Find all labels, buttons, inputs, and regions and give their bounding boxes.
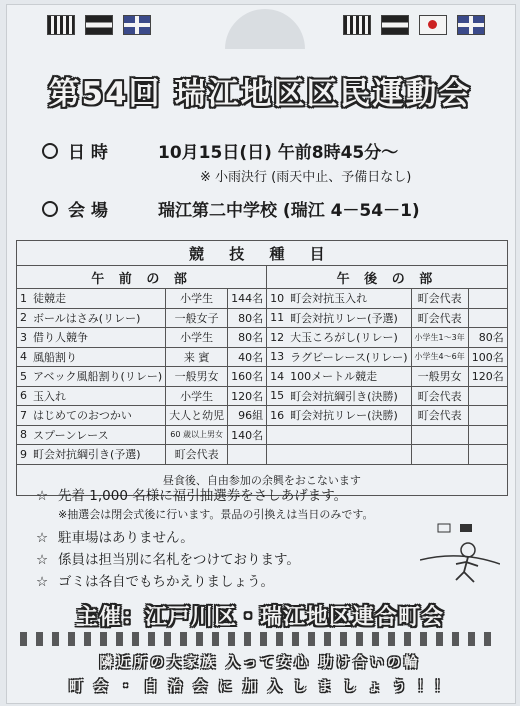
event-count: 120名 (228, 386, 267, 406)
event-count: 80名 (228, 328, 267, 348)
venue-value: 瑞江第二中学校 (瑞江 4－54－1) (158, 201, 420, 221)
event-count (468, 289, 507, 309)
event-name: 町会対抗リレー(決勝) (287, 406, 411, 426)
event-name: ボールはさみ(リレー) (30, 308, 166, 328)
event-number: 16 (267, 406, 288, 426)
event-name: 町会対抗綱引き(決勝) (287, 386, 411, 406)
event-count (228, 445, 267, 465)
date-line (42, 138, 398, 163)
event-category: 一般女子 (166, 308, 228, 328)
event-number: 12 (267, 328, 288, 348)
venue-line (42, 196, 420, 221)
event-count (468, 308, 507, 328)
event-name: ラグビーレース(リレー) (287, 347, 411, 367)
event-category: 町会代表 (411, 386, 468, 406)
event-count (468, 386, 507, 406)
event-category: 来 賓 (166, 347, 228, 367)
event-category: 町会代表 (166, 445, 228, 465)
table-row (17, 425, 508, 445)
sun-illustration (225, 9, 305, 49)
table-row (17, 386, 508, 406)
table-row (17, 289, 508, 309)
event-name: はじめてのおつかい (30, 406, 166, 426)
pm-header: 午 後 の 部 (267, 266, 508, 289)
circle-bullet-icon (42, 143, 58, 159)
event-category (411, 445, 468, 465)
slogan-line-1: 隣近所の大家族 入って安心 助け合いの輪 (99, 655, 421, 671)
event-number: 2 (17, 308, 31, 328)
table-row (17, 406, 508, 426)
event-category (411, 425, 468, 445)
event-title: 第54回 瑞江地区区民運動会 (48, 76, 472, 112)
table-row (17, 367, 508, 387)
notice-item (36, 570, 373, 592)
union-flag-icon (123, 15, 151, 35)
notice-text: 先着 1,000 名様に福引抽選券をさしあげます。 (58, 488, 348, 504)
organizer: 主催：江戸川区・瑞江地区連合町会 (75, 605, 444, 630)
notice-item (36, 526, 373, 548)
japan-flag-icon (419, 15, 447, 35)
event-number: 5 (17, 367, 31, 387)
event-count: 120名 (468, 367, 507, 387)
flag-bunting-left (47, 15, 151, 55)
event-name: 風船割り (30, 347, 166, 367)
event-category: 小学生4～6年 (411, 347, 468, 367)
table-row (17, 328, 508, 348)
event-number: 10 (267, 289, 288, 309)
star-icon: ☆ (36, 530, 49, 546)
table-row (17, 308, 508, 328)
pennant-bunting (20, 632, 500, 646)
event-number: 11 (267, 308, 288, 328)
event-count: 100名 (468, 347, 507, 367)
event-count (468, 425, 507, 445)
am-header: 午 前 の 部 (17, 266, 267, 289)
notice-text: 駐車場はありません。 (58, 530, 194, 546)
notice-subnote: ※抽選会は閉会式後に行います。景品の引換えは当日のみです。 (58, 508, 374, 521)
striped-flag-icon (47, 15, 75, 35)
star-icon: ☆ (36, 488, 49, 504)
notice-text: 係員は担当別に名札をつけております。 (58, 552, 300, 568)
event-name: 借り人競争 (30, 328, 166, 348)
event-name: 大玉ころがし(リレー) (287, 328, 411, 348)
event-name: 町会対抗玉入れ (287, 289, 411, 309)
event-category: 小学生 (166, 386, 228, 406)
banded-flag-icon (381, 15, 409, 35)
striped-flag-icon (343, 15, 371, 35)
event-number: 4 (17, 347, 31, 367)
event-category: 大人と幼児 (166, 406, 228, 426)
event-category: 60 歳以上男女 (166, 425, 228, 445)
venue-label: 会 場 (68, 201, 108, 221)
event-number: 13 (267, 347, 288, 367)
events-header: 競 技 種 目 (17, 241, 508, 266)
event-category: 小学生 (166, 289, 228, 309)
circle-bullet-icon (42, 201, 58, 217)
date-value: 10月15日(日) 午前8時45分～ (158, 143, 399, 163)
event-number (267, 425, 288, 445)
event-name: スプーンレース (30, 425, 166, 445)
event-name: 町会対抗リレー(予選) (287, 308, 411, 328)
event-category: 町会代表 (411, 308, 468, 328)
slogan-line-2: 町 会 ・ 自 治 会 に 加 入 し ま し ょ う ！！ (68, 679, 452, 695)
star-icon: ☆ (36, 552, 49, 568)
event-count (468, 445, 507, 465)
date-label: 日 時 (68, 143, 108, 163)
event-count: 144名 (228, 289, 267, 309)
event-category: 町会代表 (411, 289, 468, 309)
event-count: 140名 (228, 425, 267, 445)
table-row (17, 445, 508, 465)
event-name: 100メートル競走 (287, 367, 411, 387)
event-count: 160名 (228, 367, 267, 387)
star-icon: ☆ (36, 574, 49, 590)
event-count: 80名 (228, 308, 267, 328)
table-row (17, 347, 508, 367)
event-number: 15 (267, 386, 288, 406)
event-category: 町会代表 (411, 406, 468, 426)
event-name (287, 445, 411, 465)
event-count (468, 406, 507, 426)
event-count: 80名 (468, 328, 507, 348)
events-table (16, 240, 508, 496)
event-category: 一般男女 (166, 367, 228, 387)
event-name: 徒競走 (30, 289, 166, 309)
event-name (287, 425, 411, 445)
event-number: 1 (17, 289, 31, 309)
event-category: 小学生 (166, 328, 228, 348)
event-number: 14 (267, 367, 288, 387)
event-count: 40名 (228, 347, 267, 367)
event-category: 小学生1～3年 (411, 328, 468, 348)
notice-text: ゴミは各自でもちかえりましょう。 (58, 574, 274, 590)
notice-item (36, 484, 373, 506)
event-number: 9 (17, 445, 31, 465)
event-name: 玉入れ (30, 386, 166, 406)
banded-flag-icon (85, 15, 113, 35)
event-name: 町会対抗綱引き(予選) (30, 445, 166, 465)
event-count: 96組 (228, 406, 267, 426)
event-number: 7 (17, 406, 31, 426)
runner-illustration (420, 520, 500, 590)
event-number: 3 (17, 328, 31, 348)
rain-note: ※ 小雨決行 (雨天中止、予備日なし) (200, 170, 412, 185)
flag-bunting-right (343, 15, 485, 55)
events-footer: 昼食後、自由参加の余興をおこないます (17, 464, 508, 495)
union-flag-icon (457, 15, 485, 35)
event-number (267, 445, 288, 465)
event-number: 6 (17, 386, 31, 406)
notice-list (36, 484, 373, 592)
event-number: 8 (17, 425, 31, 445)
event-category: 一般男女 (411, 367, 468, 387)
event-name: アベック風船割り(リレー) (30, 367, 166, 387)
notice-item (36, 548, 373, 570)
